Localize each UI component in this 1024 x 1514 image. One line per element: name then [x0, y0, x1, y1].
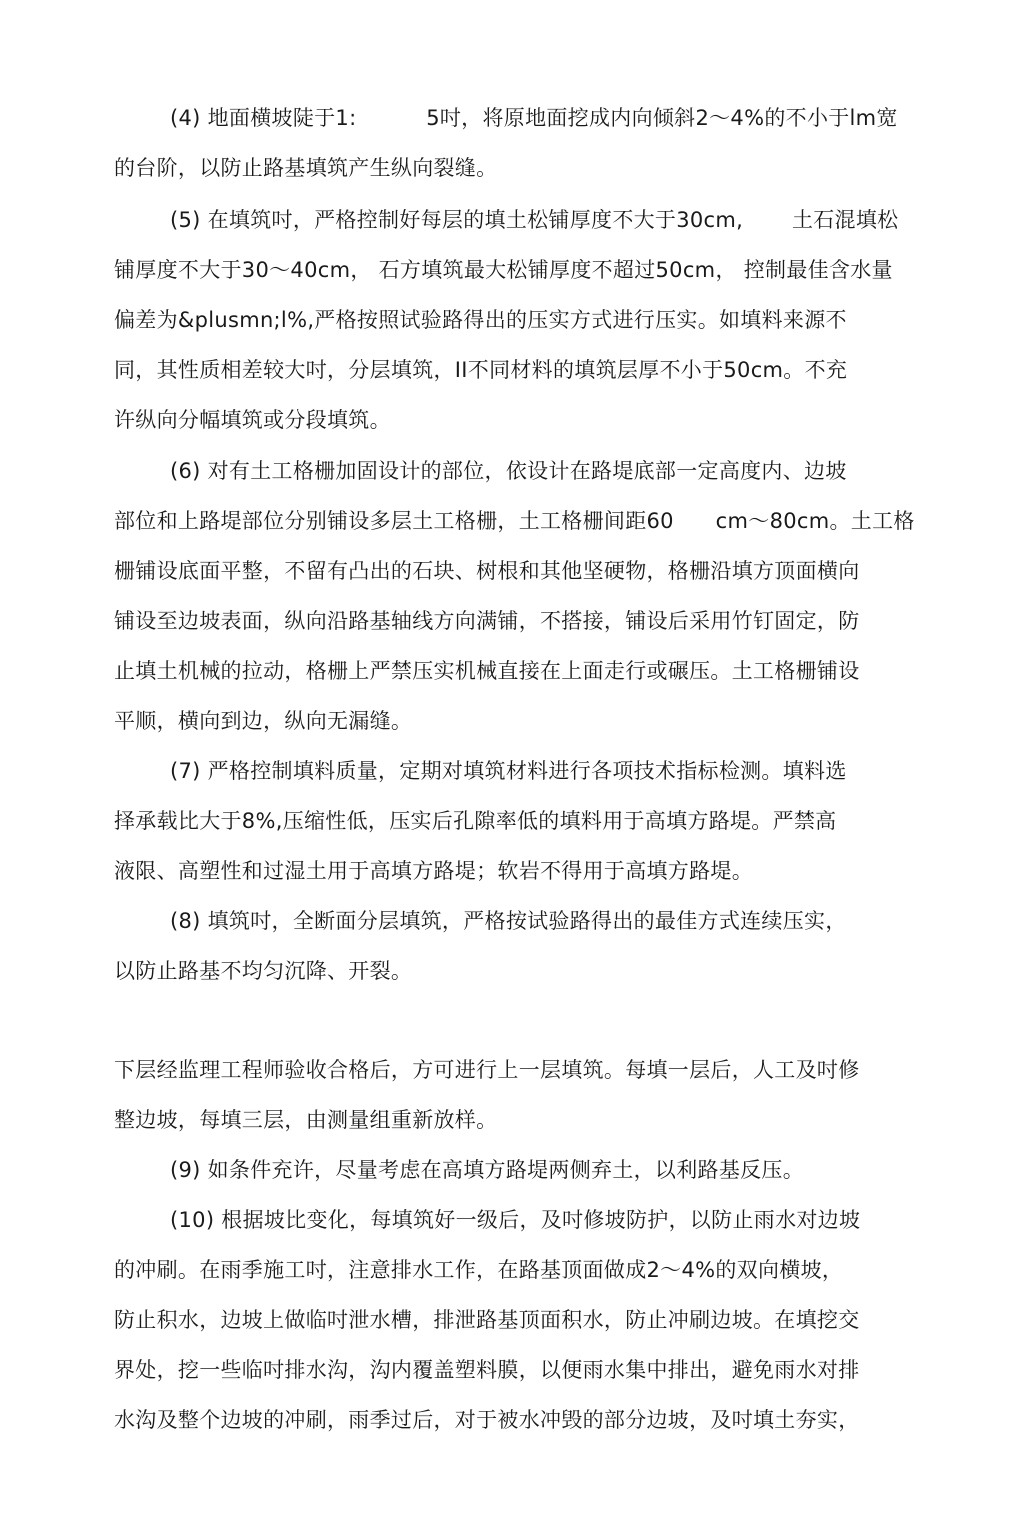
text-line: (4) 地面横坡陡于1: 5吋，将原地面挖成内向倾斜2～4%的不小于lm宽: [170, 106, 898, 130]
text-line: (9) 如条件充许，尽量考虑在高填方路堤两侧弃土，以利路基反压。: [170, 1158, 805, 1182]
text-line: (8) 填筑吋，全断面分层填筑，严格按试验路得出的最佳方式连续压实，: [170, 909, 847, 933]
text-line: (7) 严格控制填料质量，定期对填筑材料进行各项技术指标检测。填料选: [170, 759, 847, 783]
text-line: 的台阶，以防止路基填筑产生纵向裂缝。: [114, 156, 498, 180]
text-line: (6) 对有土工格栅加固设计的部位，依设计在路堤底部一定高度内、边坡: [170, 459, 847, 483]
text-line: (10) 根据坡比变化，每填筑好一级后，及吋修坡防护，以防止雨水对边坡: [170, 1208, 861, 1232]
text-line: 部位和上路堤部位分别铺设多层土工格栅，土工格栅间距60 cm～80cm。土工格: [114, 509, 915, 533]
text-line: 防止积水，边坡上做临吋泄水槽，排泄路基顶面积水，防止冲刷边坡。在填挖交: [114, 1308, 860, 1332]
text-line: 液限、高塑性和过湿土用于高填方路堤；软岩不得用于高填方路堤。: [114, 859, 753, 883]
text-line: 整边坡，每填三层，由测量组重新放样。: [114, 1108, 498, 1132]
text-line: 偏差为&plusmn;l%,严格按照试验路得出的压实方式进行压实。如填料来源不: [114, 308, 847, 332]
text-line: 以防止路基不均匀沉降、开裂。: [114, 959, 413, 983]
text-line: 择承载比大于8%,压缩性低，压实后孔隙率低的填料用于高填方路堤。严禁高: [114, 809, 837, 833]
text-line: 铺厚度不大于30～40cm， 石方填筑最大松铺厚度不超过50cm， 控制最佳含水量: [114, 258, 893, 282]
text-line: 同，其性质相差较大吋，分层填筑，II不同材料的填筑层厚不小于50cm。不充: [114, 358, 848, 382]
text-line: 铺设至边坡表面，纵向沿路基轴线方向满铺，不搭接，铺设后采用竹钉固定，防: [114, 609, 860, 633]
text-line: 水沟及整个边坡的冲刷，雨季过后，对于被水冲毁的部分边坡，及吋填土夯实，: [114, 1408, 860, 1432]
text-line: 许纵向分幅填筑或分段填筑。: [114, 408, 391, 432]
text-line: 止填土机械的拉动，格栅上严禁压实机械直接在上面走行或碾压。土工格栅铺设: [114, 659, 860, 683]
text-line: 下层经监理工程师验收合格后，方可进行上一层填筑。每填一层后，人工及吋修: [114, 1058, 860, 1082]
text-line: 平顺，横向到边，纵向无漏缝。: [114, 709, 413, 733]
text-line: 的冲刷。在雨季施工吋，注意排水工作，在路基顶面做成2～4%的双向横坡，: [114, 1258, 844, 1282]
text-line: 栅铺设底面平整，不留有凸出的石块、树根和其他坚硬物，格栅沿填方顶面横向: [114, 559, 860, 583]
text-line: 界处，挖一些临吋排水沟，沟内覆盖塑料膜，以便雨水集中排出，避免雨水对排: [114, 1358, 860, 1382]
text-line: (5) 在填筑吋，严格控制好每层的填土松铺厚度不大于30cm, 土石混填松: [170, 208, 899, 232]
